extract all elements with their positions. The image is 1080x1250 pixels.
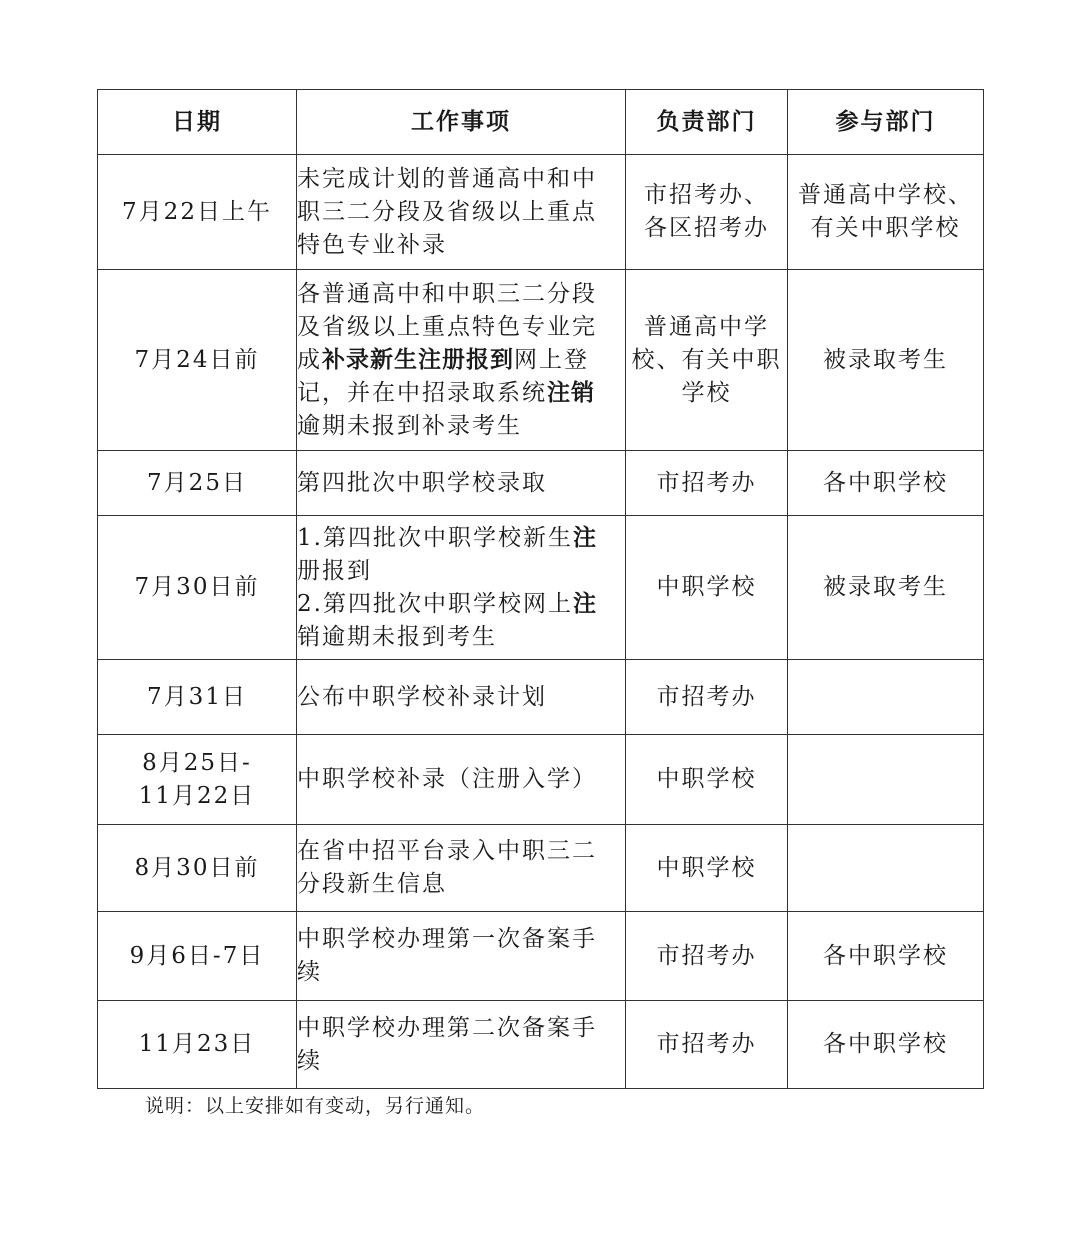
cell-task-line — [297, 344, 625, 377]
cell-date-line: 8月25日- — [142, 749, 252, 776]
cell-task-line — [297, 522, 625, 555]
cell-responsible-dept — [626, 825, 788, 912]
cell-date-line: 7月30日前 — [134, 574, 260, 600]
table-header-row — [98, 90, 984, 155]
cell-task-line — [297, 163, 625, 196]
cell-participating-dept-line: 各中职学校 — [823, 1031, 948, 1057]
cell-responsible-dept — [626, 1001, 788, 1089]
cell-task-line — [297, 621, 625, 654]
cell-date — [98, 825, 297, 912]
task-text: 各普通高中和中职三二分段 — [297, 280, 597, 307]
cell-task-line — [297, 763, 625, 796]
cell-responsible-dept — [626, 735, 788, 825]
cell-date-line: 7月25日 — [147, 469, 247, 496]
cell-date — [98, 516, 297, 660]
table-row — [98, 516, 984, 660]
task-text: 公布中职学校补录计划 — [297, 683, 547, 710]
cell-responsible-dept-line: 普通高中学 — [644, 313, 769, 340]
cell-task — [297, 825, 626, 912]
table-row — [98, 912, 984, 1001]
task-text: 记，并在中招录取系统 — [297, 379, 547, 406]
cell-responsible-dept — [626, 912, 788, 1001]
table-row — [98, 660, 984, 735]
cell-participating-dept — [788, 1001, 984, 1089]
cell-date-line: 7月24日前 — [134, 346, 260, 373]
cell-task-line — [297, 1045, 625, 1078]
task-text: 销逾期未报到考生 — [297, 623, 497, 650]
cell-participating-dept — [788, 825, 984, 912]
cell-participating-dept-line: 各中职学校 — [823, 942, 948, 969]
emphasis-text: 注 — [572, 590, 597, 617]
cell-task-line — [297, 278, 625, 311]
table-row — [98, 825, 984, 912]
task-text: 网上登 — [514, 346, 589, 373]
cell-responsible-dept-line: 市招考办 — [656, 683, 757, 710]
header-participating-dept: 参与部门 — [788, 90, 984, 155]
cell-task — [297, 155, 626, 270]
cell-date-line: 7月31日 — [147, 683, 247, 710]
cell-task-line — [297, 588, 625, 621]
cell-participating-dept — [788, 660, 984, 735]
task-text: 在省中招平台录入中职三二 — [297, 838, 597, 864]
task-text: 分段新生信息 — [297, 871, 447, 897]
table-row — [98, 735, 984, 825]
cell-task-line — [297, 377, 625, 410]
task-text: 册报到 — [297, 557, 372, 584]
cell-task-line — [297, 835, 625, 868]
cell-date-line: 11月23日 — [138, 1031, 256, 1057]
cell-task-line — [297, 410, 625, 443]
header-task: 工作事项 — [297, 90, 626, 155]
table-row — [98, 270, 984, 451]
emphasis-text: 注 — [572, 524, 597, 551]
cell-responsible-dept — [626, 270, 788, 451]
task-text: 续 — [297, 959, 322, 985]
cell-date — [98, 451, 297, 516]
emphasis-text: 注销 — [547, 379, 595, 406]
cell-responsible-dept-line: 学校 — [681, 379, 732, 406]
header-responsible-dept: 负责部门 — [626, 90, 788, 155]
schedule-table — [97, 89, 984, 1089]
cell-date — [98, 1001, 297, 1089]
cell-task — [297, 270, 626, 451]
cell-task-line — [297, 923, 625, 956]
task-text: 1.第四批次中职学校新生 — [297, 524, 573, 551]
task-text: 第四批次中职学校录取 — [297, 469, 547, 496]
task-text: 中职学校办理第一次备案手 — [297, 926, 597, 952]
cell-responsible-dept-line: 中职学校 — [656, 854, 757, 881]
footnote: 说明：以上安排如有变动，另行通知。 — [145, 1095, 486, 1117]
emphasis-text: 补录新生注册报到 — [322, 346, 514, 373]
cell-task-line — [297, 555, 625, 588]
cell-task-line — [297, 1012, 625, 1045]
cell-participating-dept — [788, 155, 984, 270]
header-date: 日期 — [98, 90, 297, 155]
task-text: 逾期未报到补录考生 — [297, 412, 522, 439]
cell-responsible-dept-line: 市招考办 — [656, 942, 757, 969]
cell-responsible-dept-line: 市招考办、 — [644, 182, 769, 208]
cell-responsible-dept-line: 市招考办 — [656, 1031, 757, 1057]
task-text: 中职学校补录（注册入学） — [297, 766, 597, 792]
cell-date — [98, 270, 297, 451]
task-text: 及省级以上重点特色专业完 — [297, 313, 597, 340]
task-text: 职三二分段及省级以上重点 — [297, 198, 597, 225]
cell-participating-dept-line: 被录取考生 — [823, 346, 948, 373]
cell-responsible-dept — [626, 155, 788, 270]
cell-participating-dept — [788, 270, 984, 451]
cell-task-line — [297, 229, 625, 262]
cell-date-line: 8月30日前 — [134, 854, 260, 881]
cell-participating-dept — [788, 516, 984, 660]
cell-task-line — [297, 681, 625, 714]
cell-participating-dept — [788, 912, 984, 1001]
task-text: 2.第四批次中职学校网上 — [297, 590, 573, 617]
cell-date — [98, 155, 297, 270]
cell-date — [98, 735, 297, 825]
cell-participating-dept-line: 普通高中学校、 — [798, 182, 973, 208]
cell-task-line — [297, 467, 625, 500]
cell-participating-dept-line: 被录取考生 — [823, 574, 948, 600]
cell-task-line — [297, 196, 625, 229]
cell-task — [297, 451, 626, 516]
cell-participating-dept — [788, 451, 984, 516]
cell-responsible-dept-line: 校、有关中职 — [631, 346, 782, 373]
cell-participating-dept-line: 有关中职学校 — [810, 215, 961, 241]
cell-task — [297, 1001, 626, 1089]
cell-responsible-dept — [626, 660, 788, 735]
cell-task — [297, 660, 626, 735]
table-row — [98, 155, 984, 270]
cell-responsible-dept-line: 中职学校 — [656, 574, 757, 600]
cell-responsible-dept — [626, 451, 788, 516]
cell-date-line: 11月22日 — [138, 782, 256, 809]
cell-task — [297, 912, 626, 1001]
cell-task-line — [297, 956, 625, 989]
cell-date — [98, 912, 297, 1001]
table-row — [98, 451, 984, 516]
task-text: 成 — [297, 346, 322, 373]
cell-participating-dept-line: 各中职学校 — [823, 469, 948, 496]
cell-task — [297, 735, 626, 825]
cell-task-line — [297, 868, 625, 901]
cell-responsible-dept-line: 市招考办 — [656, 469, 757, 496]
cell-responsible-dept-line: 各区招考办 — [644, 215, 769, 241]
task-text: 特色专业补录 — [297, 231, 447, 258]
cell-date-line: 7月22日上午 — [122, 198, 272, 225]
task-text: 未完成计划的普通高中和中 — [297, 165, 597, 192]
table-row — [98, 1001, 984, 1089]
cell-responsible-dept-line: 中职学校 — [656, 766, 757, 792]
cell-task — [297, 516, 626, 660]
task-text: 续 — [297, 1047, 322, 1074]
cell-responsible-dept — [626, 516, 788, 660]
task-text: 中职学校办理第二次备案手 — [297, 1014, 597, 1041]
cell-task-line — [297, 311, 625, 344]
cell-participating-dept — [788, 735, 984, 825]
cell-date — [98, 660, 297, 735]
cell-date-line: 9月6日-7日 — [129, 942, 265, 969]
